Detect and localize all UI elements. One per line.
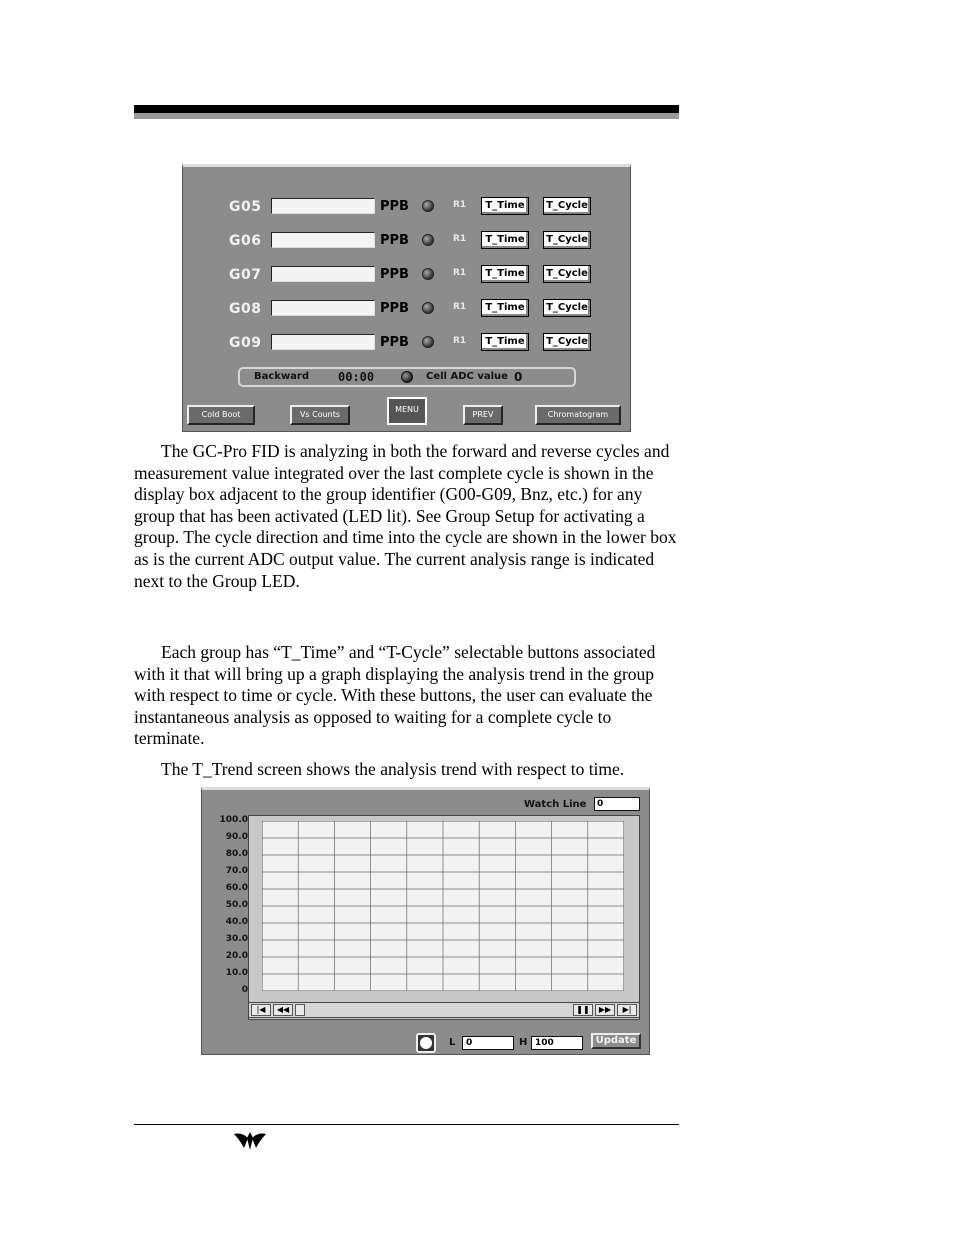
group-row-g07: [183, 265, 632, 287]
trend-plot-area: [262, 821, 624, 991]
menu-button[interactable]: MENU: [387, 397, 427, 425]
paragraph-text: The GC-Pro FID is analyzing in both the forward and reverse cycles and measurement value integrated over the last complete cycle is shown in the display box adjacent to the group identifier (G00-G09, Bnz, etc.) for any group that has been activated (LED lit). See Group Setup for activating a group. The cycle direction and time into the cycle are shown in the lower box as is the current ADC output value. The current analysis range is indicated next to the Group LED.: [134, 441, 677, 591]
unit-label: PPB: [380, 233, 409, 248]
paragraph-text: Each group has “T_Time” and “T-Cycle” selectable buttons associated with it that will bring up a graph displaying the analysis trend in the group with respect to time or cycle. With these buttons, the user can evaluate the instantaneous analysis as opposed to waiting for a complete cycle to terminate.: [134, 642, 656, 749]
group-row-g05: [183, 197, 632, 219]
group-row-g06: [183, 231, 632, 253]
status-led-icon: [401, 371, 413, 383]
update-button[interactable]: Update: [591, 1033, 641, 1049]
y-tick-label: 60.0: [225, 883, 248, 893]
high-limit-input[interactable]: 100: [531, 1036, 583, 1050]
cycle-direction: Backward: [254, 371, 310, 382]
adc-value: 0: [514, 370, 523, 384]
pause-icon[interactable]: ❚❚: [573, 1004, 593, 1016]
vs-counts-button[interactable]: Vs Counts: [290, 405, 350, 425]
paragraph-text: The T_Trend screen shows the analysis trend with respect to time.: [161, 759, 625, 779]
range-label: R1: [453, 268, 467, 278]
t-time-button[interactable]: T_Time: [481, 333, 529, 351]
prev-button[interactable]: PREV: [463, 405, 503, 425]
range-label: R1: [453, 336, 467, 346]
unit-label: PPB: [380, 267, 409, 282]
cold-boot-button[interactable]: Cold Boot: [187, 405, 255, 425]
y-tick-label: 70.0: [225, 866, 248, 876]
watch-line-label: Watch Line: [524, 799, 587, 810]
group-led-icon: [422, 200, 434, 212]
adc-label: Cell ADC value: [426, 371, 508, 382]
t-time-button[interactable]: T_Time: [481, 197, 529, 215]
group-value-box: [271, 334, 375, 350]
company-logo-icon: [232, 1130, 268, 1152]
t-time-button[interactable]: T_Time: [481, 231, 529, 249]
group-led-icon: [422, 234, 434, 246]
y-tick-label: 0: [241, 985, 248, 995]
plot-scrollbar[interactable]: [248, 1002, 640, 1018]
y-tick-label: 20.0: [225, 951, 248, 961]
range-label: R1: [453, 302, 467, 312]
range-label: R1: [453, 200, 467, 210]
home-icon[interactable]: [416, 1033, 436, 1053]
group-row-g08: [183, 299, 632, 321]
description-paragraph-1: [134, 441, 680, 592]
t-cycle-button[interactable]: T_Cycle: [543, 299, 591, 317]
y-tick-label: 40.0: [225, 917, 248, 927]
t-cycle-button[interactable]: T_Cycle: [543, 197, 591, 215]
group-led-icon: [422, 302, 434, 314]
low-limit-input[interactable]: 0: [462, 1036, 514, 1050]
group-led-icon: [422, 268, 434, 280]
t-cycle-button[interactable]: T_Cycle: [543, 265, 591, 283]
t-cycle-button[interactable]: T_Cycle: [543, 333, 591, 351]
first-icon[interactable]: |◀: [251, 1004, 271, 1016]
header-rule: [134, 105, 679, 113]
low-limit-label: L: [449, 1037, 456, 1048]
header-rule-shadow: [134, 113, 679, 119]
description-paragraph-3: [134, 759, 680, 781]
group-value-box: [271, 300, 375, 316]
group-display-screen: [182, 164, 631, 432]
unit-label: PPB: [380, 301, 409, 316]
y-tick-label: 30.0: [225, 934, 248, 944]
cycle-status-bar: [238, 367, 576, 387]
chromatogram-button[interactable]: Chromatogram: [535, 405, 621, 425]
scroll-thumb[interactable]: [295, 1004, 305, 1016]
t-time-button[interactable]: T_Time: [481, 265, 529, 283]
watch-line-input[interactable]: 0: [594, 797, 640, 811]
last-icon[interactable]: ▶|: [617, 1004, 637, 1016]
group-led-icon: [422, 336, 434, 348]
y-tick-label: 50.0: [225, 900, 248, 910]
group-id: G09: [229, 335, 262, 351]
t-time-button[interactable]: T_Time: [481, 299, 529, 317]
fast-forward-icon[interactable]: ▶▶: [595, 1004, 615, 1016]
y-tick-label: 90.0: [225, 832, 248, 842]
high-limit-label: H: [519, 1037, 528, 1048]
group-id: G08: [229, 301, 262, 317]
group-value-box: [271, 198, 375, 214]
group-value-box: [271, 232, 375, 248]
unit-label: PPB: [380, 199, 409, 214]
y-tick-label: 100.0: [219, 815, 248, 825]
group-value-box: [271, 266, 375, 282]
t-cycle-button[interactable]: T_Cycle: [543, 231, 591, 249]
rewind-icon[interactable]: ◀◀: [273, 1004, 293, 1016]
description-paragraph-2: [134, 642, 680, 750]
unit-label: PPB: [380, 335, 409, 350]
y-tick-label: 10.0: [225, 968, 248, 978]
group-row-g09: [183, 333, 632, 355]
group-id: G06: [229, 233, 262, 249]
cycle-time: 00:00: [338, 370, 375, 384]
range-label: R1: [453, 234, 467, 244]
t-trend-screen: [201, 787, 650, 1055]
y-tick-label: 80.0: [225, 849, 248, 859]
group-id: G05: [229, 199, 262, 215]
footer-rule: [134, 1124, 679, 1125]
group-id: G07: [229, 267, 262, 283]
